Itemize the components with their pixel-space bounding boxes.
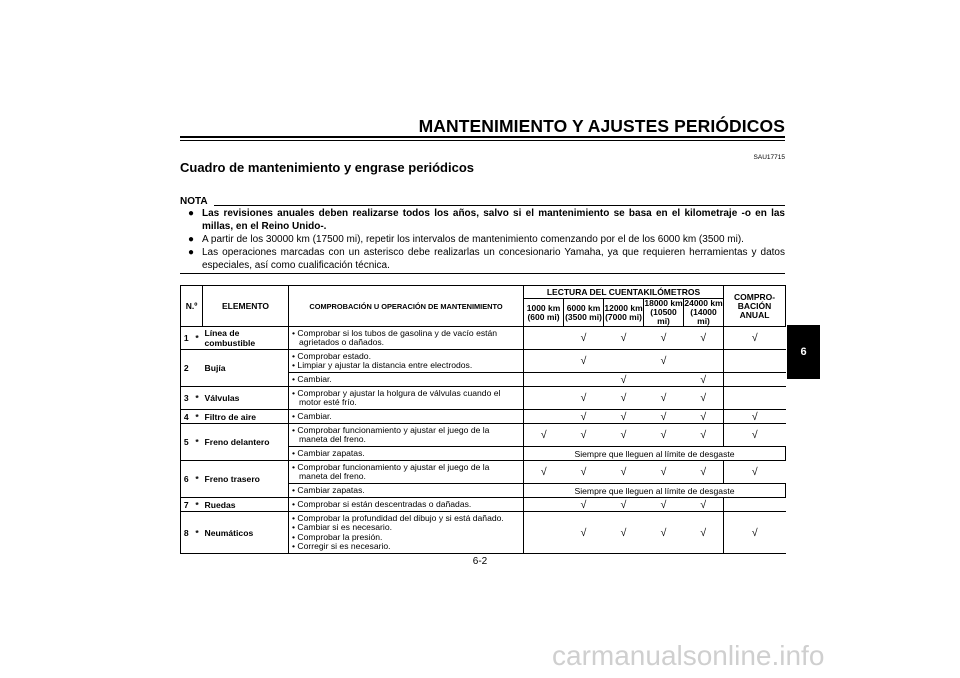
row-operation — [289, 498, 524, 512]
nota-text: Las operaciones marcadas con un asterisco debe realizarlas un concesionario Yamaha, ya que requieren herramientas y datos especiales, así como cualificación técnica. — [202, 247, 785, 271]
row-operation — [289, 410, 524, 424]
check-cell: √ — [564, 424, 604, 447]
row-num: 6 — [181, 461, 192, 498]
check-cell: √ — [524, 461, 564, 484]
nota-label: NOTA — [180, 196, 208, 207]
table-row — [181, 461, 786, 484]
row-operation — [289, 461, 524, 484]
check-cell — [524, 387, 564, 410]
operation-text: • Comprobar si los tubos de gasolina y de vacío están agrietados o dañados. — [292, 327, 498, 347]
check-cell — [524, 350, 564, 373]
header-annual: COMPRO- BACIÓN ANUAL — [724, 286, 786, 327]
row-operation — [289, 350, 524, 373]
check-cell — [644, 373, 684, 387]
check-cell: √ — [644, 424, 684, 447]
check-cell: √ — [604, 461, 644, 484]
check-cell: √ — [604, 373, 644, 387]
row-num: 5 — [181, 424, 192, 461]
header-km-18000: 18000 km (10500 mi) — [644, 298, 683, 326]
row-star: * — [192, 461, 203, 498]
check-cell-annual — [724, 387, 786, 410]
row-operation — [289, 447, 524, 461]
check-cell: √ — [684, 512, 724, 554]
check-cell-annual — [724, 350, 786, 373]
header-num: N.º — [181, 286, 203, 327]
check-cell: √ — [644, 387, 684, 410]
check-cell — [604, 350, 644, 373]
wear-limit-note: Siempre que lleguen al límite de desgaste — [524, 447, 786, 461]
bullet-icon: ● — [188, 247, 195, 258]
check-cell: √ — [684, 327, 724, 350]
header-operation: COMPROBACIÓN U OPERACIÓN DE MANTENIMIENTO — [289, 286, 524, 327]
nota-end-rule — [180, 273, 785, 274]
operation-text: • Cambiar zapatas. — [292, 484, 365, 495]
check-cell: √ — [604, 410, 644, 424]
row-element: Válvulas — [203, 387, 289, 410]
operation-text: • Comprobar la presión. — [292, 531, 383, 542]
table-row — [181, 350, 786, 373]
check-cell: √ — [604, 498, 644, 512]
check-cell-annual — [724, 498, 786, 512]
operation-text: • Limpiar y ajustar la distancia entre electrodos. — [292, 360, 473, 370]
check-cell: √ — [524, 424, 564, 447]
check-cell: √ — [604, 387, 644, 410]
watermark: carmanualsonline.info — [552, 640, 825, 671]
check-cell — [524, 327, 564, 350]
check-cell-annual: √ — [724, 512, 786, 554]
header-km-24000: 24000 km (14000 mi) — [684, 298, 723, 326]
row-element: Bujía — [203, 350, 289, 387]
check-cell: √ — [684, 498, 724, 512]
nota-item — [188, 207, 785, 233]
row-num: 8 — [181, 512, 192, 554]
row-star — [192, 350, 203, 387]
row-num: 1 — [181, 327, 192, 350]
check-cell: √ — [564, 387, 604, 410]
table-row — [181, 498, 786, 512]
row-operation — [289, 512, 524, 554]
nota-rule — [214, 205, 785, 206]
row-num: 3 — [181, 387, 192, 410]
check-cell: √ — [644, 410, 684, 424]
row-star: * — [192, 327, 203, 350]
wear-limit-note: Siempre que lleguen al límite de desgaste — [524, 484, 786, 498]
bullet-icon: ● — [188, 208, 195, 219]
nota-text: A partir de los 30000 km (17500 mi), repetir los intervalos de mantenimiento comenzando por el de los 6000 km (3500 mi). — [202, 234, 744, 245]
check-cell: √ — [564, 410, 604, 424]
check-cell — [564, 373, 604, 387]
row-element: Filtro de aire — [203, 410, 289, 424]
table-row — [181, 410, 786, 424]
row-num: 2 — [181, 350, 192, 387]
row-star: * — [192, 512, 203, 554]
nota-text: Las revisiones anuales deben realizarse todos los años, salvo si el mantenimiento se basa en el kilometraje -o en las millas, en el Reino Unido-. — [202, 208, 785, 232]
check-cell: √ — [684, 373, 724, 387]
operation-text: • Cambiar. — [292, 373, 332, 384]
row-element: Línea de combustible — [203, 327, 289, 350]
table-row — [181, 512, 786, 554]
table-row — [181, 387, 786, 410]
check-cell: √ — [564, 498, 604, 512]
operation-text: • Comprobar y ajustar la holgura de válvulas cuando el motor esté frío. — [292, 387, 501, 407]
row-star: * — [192, 410, 203, 424]
check-cell: √ — [564, 512, 604, 554]
row-num: 7 — [181, 498, 192, 512]
header-km-6000: 6000 km (3500 mi) — [564, 299, 604, 327]
operation-text: • Corregir si es necesario. — [292, 541, 391, 551]
check-cell — [524, 498, 564, 512]
table-row — [181, 327, 786, 350]
operation-text: • Comprobar si están descentradas o dañadas. — [292, 498, 472, 509]
check-cell: √ — [644, 512, 684, 554]
header-odometer: LECTURA DEL CUENTAKILÓMETROS — [524, 286, 724, 299]
doc-code: SAU17715 — [753, 154, 785, 161]
check-cell: √ — [604, 512, 644, 554]
table-row — [181, 424, 786, 447]
check-cell — [524, 373, 564, 387]
page-number: 6-2 — [472, 556, 488, 567]
operation-text: • Cambiar. — [292, 410, 332, 421]
section-title: Cuadro de mantenimiento y engrase periódicos — [180, 160, 475, 175]
bullet-icon: ● — [188, 234, 195, 245]
check-cell-annual: √ — [724, 327, 786, 350]
row-operation — [289, 373, 524, 387]
check-cell: √ — [684, 461, 724, 484]
row-element: Neumáticos — [203, 512, 289, 554]
row-element: Freno trasero — [203, 461, 289, 498]
row-num: 4 — [181, 410, 192, 424]
check-cell: √ — [644, 350, 684, 373]
row-operation — [289, 387, 524, 410]
row-star: * — [192, 387, 203, 410]
operation-text: • Cambiar zapatas. — [292, 447, 365, 458]
check-cell: √ — [684, 424, 724, 447]
row-operation — [289, 424, 524, 447]
nota-item — [188, 246, 785, 272]
header-km-12000: 12000 km (7000 mi) — [604, 299, 644, 327]
check-cell: √ — [564, 350, 604, 373]
operation-text: • Cambiar si es necesario. — [292, 522, 392, 532]
header-rule-thick — [180, 136, 785, 138]
row-element: Freno delantero — [203, 424, 289, 461]
check-cell: √ — [684, 387, 724, 410]
header-element: ELEMENTO — [203, 286, 289, 327]
operation-text: • Comprobar la profundidad del dibujo y si está dañado. — [292, 512, 504, 523]
nota-item — [188, 233, 785, 246]
page-header-title: MANTENIMIENTO Y AJUSTES PERIÓDICOS — [418, 116, 785, 136]
check-cell: √ — [644, 498, 684, 512]
check-cell — [684, 350, 724, 373]
check-cell-annual: √ — [724, 410, 786, 424]
row-star: * — [192, 424, 203, 461]
check-cell: √ — [604, 424, 644, 447]
check-cell: √ — [684, 410, 724, 424]
row-star: * — [192, 498, 203, 512]
row-element: Ruedas — [203, 498, 289, 512]
row-operation — [289, 327, 524, 350]
nota-list — [188, 207, 785, 272]
check-cell-annual — [724, 373, 786, 387]
check-cell: √ — [644, 461, 684, 484]
check-cell-annual: √ — [724, 424, 786, 447]
check-cell: √ — [564, 327, 604, 350]
operation-text: • Comprobar estado. — [292, 350, 371, 361]
maintenance-table — [180, 285, 786, 554]
header-km-1000: 1000 km (600 mi) — [524, 299, 564, 327]
check-cell-annual: √ — [724, 461, 786, 484]
check-cell: √ — [604, 327, 644, 350]
check-cell — [524, 512, 564, 554]
row-operation — [289, 484, 524, 498]
chapter-tab[interactable]: 6 — [787, 325, 820, 379]
header-rule-thin — [180, 140, 785, 141]
check-cell: √ — [564, 461, 604, 484]
operation-text: • Comprobar funcionamiento y ajustar el juego de la maneta del freno. — [292, 461, 490, 481]
check-cell — [524, 410, 564, 424]
operation-text: • Comprobar funcionamiento y ajustar el juego de la maneta del freno. — [292, 424, 490, 444]
check-cell: √ — [644, 327, 684, 350]
